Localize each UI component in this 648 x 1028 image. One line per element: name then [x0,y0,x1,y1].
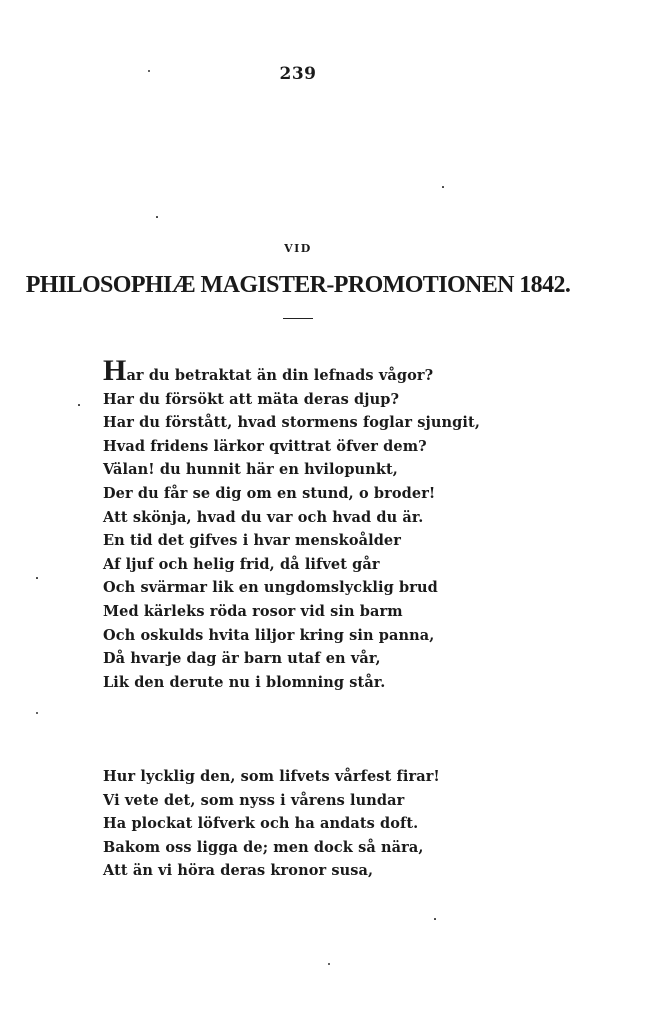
stanza-2 [103,765,440,883]
heading-prefix: VID [284,242,312,255]
poem-line: Har du försökt att mäta deras djup? [103,390,400,408]
poem-line: Bakom oss ligga de; men dock så nära, [103,838,424,856]
poem-line: Välan! du hunnit här en hvilopunkt, [103,461,398,479]
scan-speck [442,186,444,188]
poem-line: Då hvarje dag är barn utaf en vår, [103,650,381,668]
poem-line: Att skönja, hvad du var och hvad du är. [103,508,424,526]
poem-line: Att än vi höra deras kronor susa, [103,862,374,880]
title-divider [283,318,313,319]
poem-line: Hvad fridens lärkor qvittrat öfver dem? [103,437,427,455]
poem-line: Har du förstått, hvad stormens foglar sjungit, [103,414,480,432]
poem-line [103,354,480,388]
poem-line: Och svärmar lik en ungdomslycklig brud [103,579,438,597]
scan-speck [148,70,150,72]
poem-line: Hur lycklig den, som lifvets vårfest firar! [103,768,440,785]
scan-speck [78,404,80,406]
poem-line: Af ljuf och helig frid, då lifvet går [103,555,380,573]
stanza-1 [103,354,480,694]
first-line-text: ar du betraktat än din lefnads vågor? [126,367,434,384]
scan-speck [434,918,436,920]
poem-line: En tid det gifves i hvar menskoålder [103,532,401,550]
poem-title: PHILOSOPHIÆ MAGISTER-PROMOTIONEN 1842. [25,272,571,298]
poem-line: Med kärleks röda rosor vid sin barm [103,602,403,620]
scan-speck [156,216,158,218]
page-number: 239 [279,64,317,84]
poem-line: Och oskulds hvita liljor kring sin panna, [103,626,435,644]
poem-line: Vi vete det, som nyss i vårens lundar [103,791,405,809]
poem-line: Lik den derute nu i blomning står. [103,673,386,691]
poem-line: Der du får se dig om en stund, o broder! [103,484,436,502]
scan-speck [36,712,38,714]
scan-speck [36,577,38,579]
poem-line: Ha plockat löfverk och ha andats doft. [103,815,419,833]
drop-cap: H [103,354,127,387]
scan-speck [328,963,330,965]
